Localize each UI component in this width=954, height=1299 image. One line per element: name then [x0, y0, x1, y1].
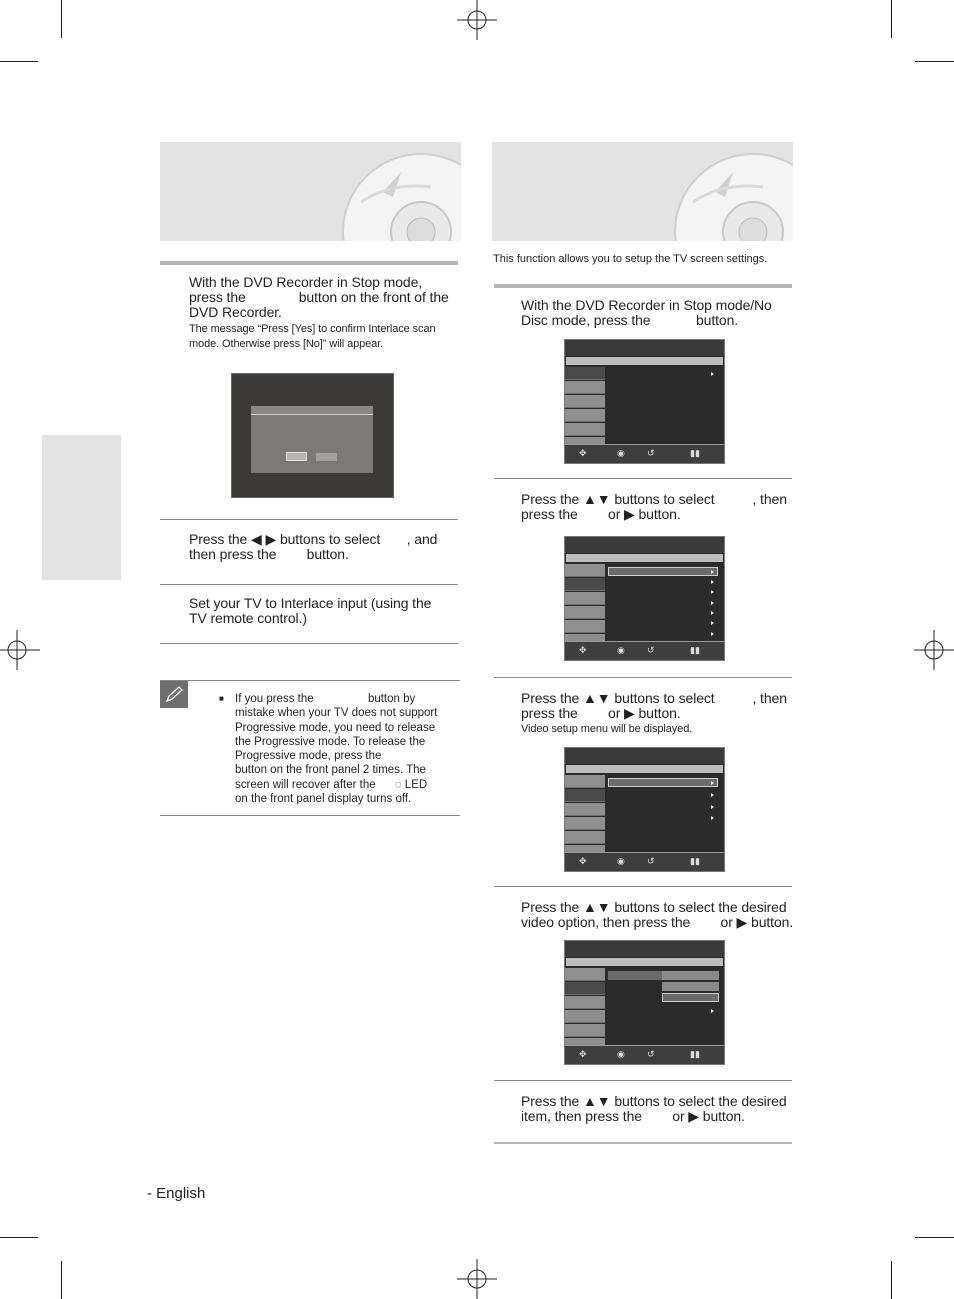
return-icon: ↺	[647, 448, 655, 458]
screen-title-bar	[566, 958, 723, 966]
submenu-arrow-icon	[711, 372, 714, 376]
step-text: then press the button.	[189, 546, 349, 562]
submenu-arrow-icon	[711, 793, 714, 797]
submenu-arrow-icon	[711, 816, 714, 820]
ok-icon: ◉	[617, 645, 625, 655]
exit-icon: ▮▮	[690, 645, 700, 655]
screen-title-bar	[566, 357, 723, 365]
note-line: screen will recover after the ◌ LED	[235, 778, 428, 791]
move-icon: ✥	[579, 1049, 587, 1059]
disc-graphic	[331, 142, 461, 241]
screen-top-bar	[565, 340, 724, 356]
note-line: Progressive mode, press the	[235, 750, 382, 763]
submenu-arrow-icon	[711, 781, 714, 785]
sidebar-item[interactable]	[565, 395, 605, 408]
return-icon: ↺	[647, 645, 655, 655]
crop-mark	[915, 1237, 954, 1238]
sidebar-item[interactable]	[565, 367, 605, 380]
submenu-arrow-icon	[711, 570, 714, 574]
dialog-body	[251, 415, 373, 473]
no-button[interactable]	[316, 453, 337, 461]
step-text: With the DVD Recorder in Stop mode,	[189, 274, 423, 290]
confirm-dialog-screen	[231, 373, 394, 498]
submenu-arrow-icon	[711, 611, 714, 615]
note-line: If you press the button by	[235, 693, 416, 705]
step-text: Press the ▲▼ buttons to select the desired	[521, 899, 787, 915]
crop-mark	[891, 1261, 892, 1299]
step-text: TV remote control.)	[189, 610, 307, 626]
screen-sidebar	[565, 968, 605, 1052]
screen-sidebar	[565, 564, 605, 648]
submenu-arrow-icon	[711, 632, 714, 636]
step-2	[189, 532, 459, 562]
step-divider	[160, 519, 458, 520]
selected-option-row[interactable]	[608, 971, 662, 980]
step-text: press the button on the front of the	[189, 289, 449, 305]
section-rule	[494, 284, 792, 288]
step-text: Press the ▲▼ buttons to select , then	[521, 491, 787, 507]
sidebar-item[interactable]	[565, 789, 605, 802]
submenu-arrow-icon	[711, 590, 714, 594]
crop-mark	[0, 61, 38, 62]
step-text: Set your TV to Interlace input (using the	[189, 595, 432, 611]
step-note: Video setup menu will be displayed.	[521, 723, 693, 735]
section-rule	[160, 261, 458, 265]
step-note: mode. Otherwise press [No]” will appear.	[189, 338, 384, 350]
screen-sidebar	[565, 775, 605, 859]
highlighted-menu-item[interactable]	[608, 778, 718, 787]
sidebar-item[interactable]	[565, 423, 605, 436]
registration-mark	[914, 630, 954, 670]
sidebar-item[interactable]	[565, 775, 605, 788]
submenu-arrow-icon	[711, 580, 714, 584]
step-note: The message “Press [Yes] to confirm Interlace scan	[189, 323, 436, 335]
submenu-arrow-icon	[711, 601, 714, 605]
menu-screen-4	[564, 940, 725, 1065]
ok-icon: ◉	[617, 448, 625, 458]
sidebar-item[interactable]	[565, 620, 605, 633]
screen-sidebar	[565, 367, 605, 451]
disc-graphic	[663, 142, 793, 241]
sidebar-item[interactable]	[565, 968, 605, 981]
step-4	[521, 899, 794, 930]
screen-top-bar	[565, 941, 724, 957]
step-text: press the or ▶ button.	[521, 705, 681, 721]
step-divider	[494, 886, 792, 887]
ok-icon: ◉	[617, 1049, 625, 1059]
sidebar-item[interactable]	[565, 831, 605, 844]
screen-title-bar	[566, 765, 723, 773]
note-line: the Progressive mode. To release the	[235, 735, 426, 748]
submenu-arrow-icon	[711, 805, 714, 809]
step-5	[521, 1094, 791, 1124]
note-line: mistake when your TV does not support	[235, 707, 438, 720]
screen-button-bar	[565, 1045, 724, 1064]
step-2	[521, 492, 791, 522]
submenu-arrow-icon	[711, 1009, 714, 1013]
exit-icon: ▮▮	[690, 1049, 700, 1059]
section-rule	[494, 1142, 792, 1144]
option-popup-item[interactable]	[662, 982, 719, 991]
exit-icon: ▮▮	[690, 448, 700, 458]
crop-mark	[61, 0, 62, 38]
return-icon: ↺	[647, 856, 655, 866]
note-bullet: ■	[219, 694, 224, 703]
crop-mark	[61, 1261, 62, 1299]
note-rule-top	[160, 680, 460, 681]
step-text: press the or ▶ button.	[521, 506, 681, 522]
screen-button-bar	[565, 444, 724, 463]
highlighted-menu-item[interactable]	[608, 567, 718, 576]
sidebar-item[interactable]	[565, 803, 605, 816]
step-text: Disc mode, press the button.	[521, 312, 739, 328]
menu-screen-1	[564, 339, 725, 464]
step-divider	[494, 677, 792, 678]
step-text: With the DVD Recorder in Stop mode/No	[521, 297, 772, 313]
dialog-header	[251, 406, 373, 414]
step-text: Press the ▲▼ buttons to select , then	[521, 690, 787, 706]
note-line: button on the front panel 2 times. The	[235, 764, 426, 777]
exit-icon: ▮▮	[690, 856, 700, 866]
sidebar-item[interactable]	[565, 606, 605, 619]
sidebar-item[interactable]	[565, 1010, 605, 1023]
crop-mark	[0, 1237, 38, 1238]
move-icon: ✥	[579, 856, 587, 866]
section-banner-left	[160, 142, 461, 241]
registration-mark	[0, 630, 40, 670]
note-line: on the front panel display turns off.	[235, 793, 412, 806]
move-icon: ✥	[579, 448, 587, 458]
menu-screen-3	[564, 747, 725, 872]
step-text: DVD Recorder.	[189, 304, 282, 320]
step-divider	[494, 1080, 792, 1081]
yes-button[interactable]	[286, 452, 307, 461]
chapter-tab	[42, 435, 121, 580]
step-divider	[160, 584, 458, 585]
step-3	[521, 691, 791, 737]
step-divider	[494, 478, 792, 479]
screen-title-bar	[566, 554, 723, 562]
return-icon: ↺	[647, 1049, 655, 1059]
sidebar-item[interactable]	[565, 578, 605, 591]
sidebar-item[interactable]	[565, 1024, 605, 1037]
step-text: video option, then press the or ▶ button.	[521, 914, 794, 930]
ok-icon: ◉	[617, 856, 625, 866]
note-pencil-icon	[160, 681, 188, 708]
screen-top-bar	[565, 748, 724, 764]
sidebar-item[interactable]	[565, 996, 605, 1009]
submenu-arrow-icon	[711, 621, 714, 625]
crop-mark	[915, 61, 954, 62]
page-label: - English	[147, 1185, 206, 1202]
section-intro: This function allows you to setup the TV screen settings.	[493, 253, 768, 265]
note-body	[235, 692, 460, 806]
step-text: Press the ▲▼ buttons to select the desired	[521, 1093, 787, 1109]
sidebar-item[interactable]	[565, 381, 605, 394]
screen-button-bar	[565, 641, 724, 660]
screen-button-bar	[565, 852, 724, 871]
crop-mark	[891, 0, 892, 38]
registration-mark	[457, 1259, 497, 1299]
sidebar-item[interactable]	[565, 982, 605, 995]
sidebar-item[interactable]	[565, 409, 605, 422]
note-line: Progressive mode, you need to release	[235, 721, 436, 734]
step-1	[521, 298, 791, 328]
sidebar-item[interactable]	[565, 817, 605, 830]
menu-screen-2	[564, 536, 725, 661]
sidebar-item[interactable]	[565, 592, 605, 605]
screen-top-bar	[565, 537, 724, 553]
note-rule-bottom	[160, 815, 460, 816]
option-popup-item[interactable]	[662, 971, 719, 980]
sidebar-item[interactable]	[565, 564, 605, 577]
option-popup-selected[interactable]	[662, 993, 719, 1002]
registration-mark	[457, 0, 497, 40]
section-banner-right	[492, 142, 793, 241]
step-3	[189, 596, 459, 626]
step-text: item, then press the or ▶ button.	[521, 1108, 745, 1124]
step-divider	[160, 643, 458, 644]
move-icon: ✥	[579, 645, 587, 655]
step-1	[189, 275, 459, 352]
step-text: Press the ◀ ▶ buttons to select , and	[189, 531, 438, 547]
